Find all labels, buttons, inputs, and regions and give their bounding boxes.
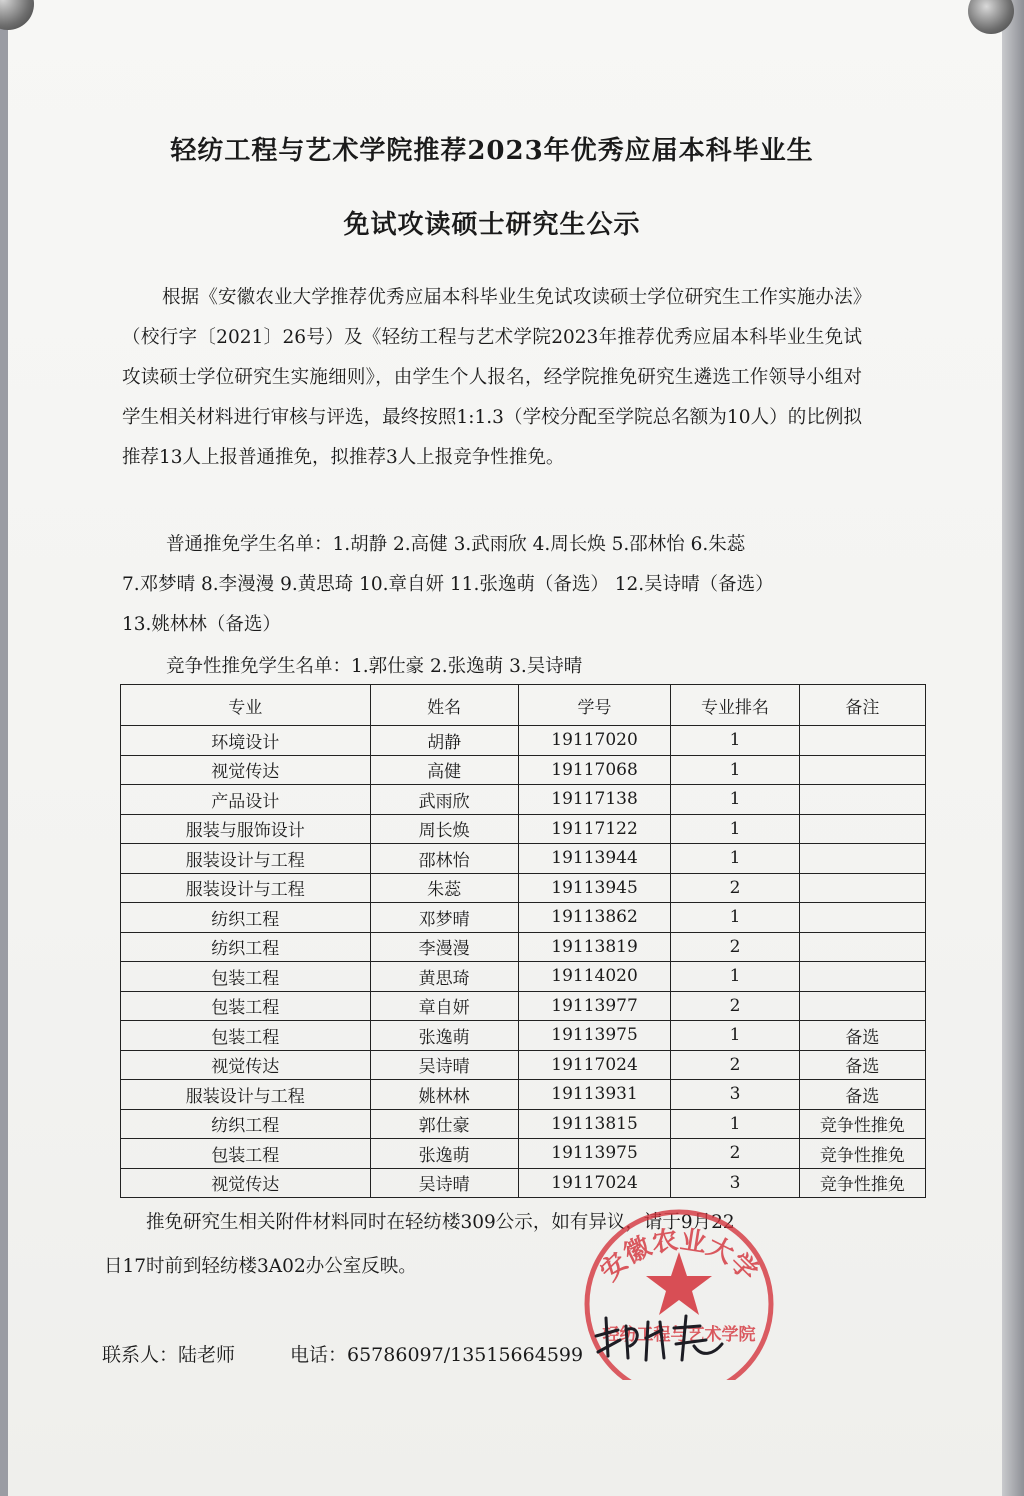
recommendation-table: [120, 684, 926, 1198]
intro-paragraph: 根据《安徽农业大学推荐优秀应届本科毕业生免试攻读硕士学位研究生工作实施办法》（校行字〔2021〕26号）及《轻纺工程与艺术学院2023年推荐优秀应届本科毕业生免试攻读硕士学位研究生实施细则》，由学生个人报名，经学院推免研究生遴选工作领导小组对学生相关材料进行审核与评选，最终按照1:1.3（学校分配至学院总名额为10人）的比例拟推荐13人上报普通推免，拟推荐3人上报竞争性推免。: [122, 287, 862, 468]
cell-major: 服装设计与工程: [121, 1080, 371, 1110]
cell-student-id: 19117122: [518, 814, 671, 844]
ordinary-list-line-1: 普通推免学生名单：1.胡静 2.高健 3.武雨欣 4.周长焕 5.邵林怡 6.朱蕊: [166, 534, 746, 555]
footer-line-2: 日17时前到轻纺楼3A02办公室反映。: [104, 1256, 417, 1277]
cell-remark: [799, 932, 925, 962]
cell-student-id: 19113975: [518, 1139, 671, 1169]
cell-name: 吴诗晴: [370, 1050, 518, 1080]
table-row: [121, 726, 926, 756]
table-row: [121, 785, 926, 815]
header-student-id: 学号: [518, 685, 671, 726]
ordinary-list-line-3: 13.姚林林（备选）: [122, 614, 281, 635]
cell-remark: [799, 903, 925, 933]
cell-rank: 3: [671, 1080, 799, 1110]
cell-student-id: 19117138: [518, 785, 671, 815]
cell-rank: 1: [671, 844, 799, 874]
table-row: [121, 814, 926, 844]
table-row: [121, 1080, 926, 1110]
competitive-list-line: 竞争性推免学生名单：1.郭仕豪 2.张逸萌 3.吴诗晴: [166, 656, 583, 677]
cell-name: 姚林林: [370, 1080, 518, 1110]
cell-remark: 备选: [799, 1050, 925, 1080]
cell-student-id: 19113944: [518, 844, 671, 874]
cell-student-id: 19113945: [518, 873, 671, 903]
cell-rank: 1: [671, 814, 799, 844]
cell-major: 视觉传达: [121, 1168, 371, 1198]
cell-major: 服装设计与工程: [121, 844, 371, 874]
table-row: [121, 962, 926, 992]
cell-remark: 竞争性推免: [799, 1139, 925, 1169]
cell-major: 产品设计: [121, 785, 371, 815]
table-row: [121, 873, 926, 903]
cell-remark: [799, 785, 925, 815]
cell-student-id: 19113977: [518, 991, 671, 1021]
header-remark: 备注: [799, 685, 925, 726]
cell-remark: 备选: [799, 1080, 925, 1110]
cell-major: 环境设计: [121, 726, 371, 756]
cell-major: 纺织工程: [121, 1109, 371, 1139]
cell-student-id: 19117024: [518, 1168, 671, 1198]
cell-student-id: 19117068: [518, 755, 671, 785]
cell-major: 包装工程: [121, 1139, 371, 1169]
binder-clip-left: [0, 0, 34, 30]
cell-name: 周长焕: [370, 814, 518, 844]
contact-person: 联系人：陆老师: [102, 1344, 236, 1366]
cell-rank: 2: [671, 991, 799, 1021]
cell-remark: 备选: [799, 1021, 925, 1051]
seal-outer-text: 安徽农业大学: [594, 1225, 764, 1288]
ordinary-list-line-2: 7.邓梦晴 8.李漫漫 9.黄思琦 10.章自妍 11.张逸萌（备选） 12.吴诗晴（备选）: [122, 574, 774, 595]
handwritten-signature: [590, 1300, 730, 1370]
cell-student-id: 19117020: [518, 726, 671, 756]
footer-line-1: 推免研究生相关附件材料同时在轻纺楼309公示，如有异议，请于9月22: [146, 1212, 735, 1233]
cell-major: 服装与服饰设计: [121, 814, 371, 844]
table-row: [121, 903, 926, 933]
cell-major: 视觉传达: [121, 755, 371, 785]
cell-student-id: 19114020: [518, 962, 671, 992]
header-major: 专业: [121, 685, 371, 726]
cell-student-id: 19113975: [518, 1021, 671, 1051]
cell-rank: 2: [671, 1139, 799, 1169]
cell-rank: 1: [671, 1021, 799, 1051]
cell-remark: [799, 755, 925, 785]
cell-major: 纺织工程: [121, 903, 371, 933]
cell-remark: [799, 844, 925, 874]
cell-major: 纺织工程: [121, 932, 371, 962]
cell-remark: 竞争性推免: [799, 1109, 925, 1139]
cell-major: 包装工程: [121, 991, 371, 1021]
cell-name: 吴诗晴: [370, 1168, 518, 1198]
header-rank: 专业排名: [671, 685, 799, 726]
cell-name: 邓梦晴: [370, 903, 518, 933]
right-background-edge: [1002, 0, 1024, 1496]
table-row: [121, 1050, 926, 1080]
table-row: [121, 755, 926, 785]
cell-major: 包装工程: [121, 1021, 371, 1051]
cell-name: 张逸萌: [370, 1021, 518, 1051]
cell-name: 李漫漫: [370, 932, 518, 962]
cell-rank: 2: [671, 1050, 799, 1080]
cell-name: 武雨欣: [370, 785, 518, 815]
cell-rank: 1: [671, 1109, 799, 1139]
cell-student-id: 19113819: [518, 932, 671, 962]
cell-rank: 2: [671, 873, 799, 903]
seal-inner-text: 轻纺工程与艺术学院: [602, 1325, 756, 1345]
cell-name: 张逸萌: [370, 1139, 518, 1169]
cell-name: 胡静: [370, 726, 518, 756]
cell-rank: 2: [671, 932, 799, 962]
cell-remark: 竞争性推免: [799, 1168, 925, 1198]
cell-remark: [799, 814, 925, 844]
cell-remark: [799, 962, 925, 992]
table-row: [121, 932, 926, 962]
cell-remark: [799, 873, 925, 903]
table-row: [121, 991, 926, 1021]
title-line-2: 免试攻读硕士研究生公示: [343, 210, 641, 240]
table-row: [121, 1168, 926, 1198]
table-row: [121, 1021, 926, 1051]
cell-remark: [799, 726, 925, 756]
cell-name: 高健: [370, 755, 518, 785]
cell-major: 服装设计与工程: [121, 873, 371, 903]
cell-student-id: 19113815: [518, 1109, 671, 1139]
cell-rank: 3: [671, 1168, 799, 1198]
cell-student-id: 19117024: [518, 1050, 671, 1080]
cell-name: 朱蕊: [370, 873, 518, 903]
cell-student-id: 19113862: [518, 903, 671, 933]
cell-rank: 1: [671, 962, 799, 992]
contact-phone: 电话：65786097/13515664599: [290, 1344, 584, 1366]
table-row: [121, 844, 926, 874]
cell-name: 邵林怡: [370, 844, 518, 874]
cell-rank: 1: [671, 726, 799, 756]
cell-remark: [799, 991, 925, 1021]
cell-rank: 1: [671, 785, 799, 815]
title-line-1: 轻纺工程与艺术学院推荐2023年优秀应届本科毕业生: [170, 136, 814, 166]
cell-name: 黄思琦: [370, 962, 518, 992]
header-name: 姓名: [370, 685, 518, 726]
table-row: [121, 1139, 926, 1169]
table-header-row: [121, 685, 926, 726]
cell-rank: 1: [671, 755, 799, 785]
cell-name: 章自妍: [370, 991, 518, 1021]
cell-major: 视觉传达: [121, 1050, 371, 1080]
cell-student-id: 19113931: [518, 1080, 671, 1110]
cell-rank: 1: [671, 903, 799, 933]
table-row: [121, 1109, 926, 1139]
cell-name: 郭仕豪: [370, 1109, 518, 1139]
cell-major: 包装工程: [121, 962, 371, 992]
